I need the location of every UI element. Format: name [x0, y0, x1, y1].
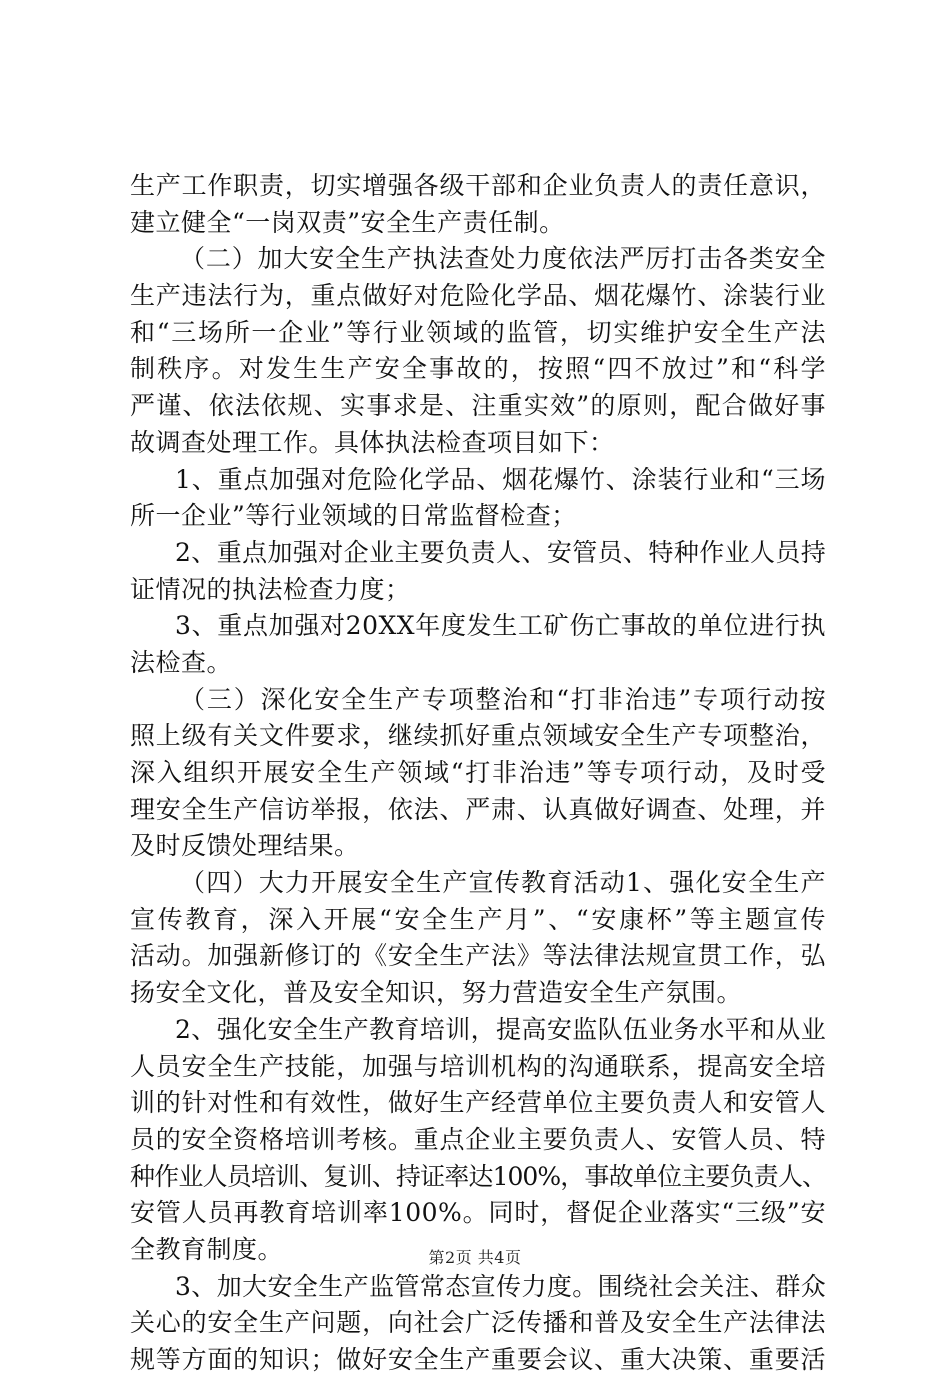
text-line: 员的安全资格培训考核。重点企业主要负责人、安管人员、特	[130, 1124, 826, 1154]
text-line: 法检查。	[130, 647, 233, 677]
text-line: （四）大力开展安全生产宣传教育活动1、强化安全生产	[180, 868, 826, 898]
text-line: 建立健全“一岗双责”安全生产责任制。	[130, 207, 565, 237]
text-line: 2、重点加强对企业主要负责人、安管员、特种作业人员持	[175, 537, 826, 567]
text-line: 和“三场所一企业”等行业领域的监管，切实维护安全生产法	[130, 317, 826, 347]
text-line: 1、重点加强对危险化学品、烟花爆竹、涂装行业和“三场	[175, 464, 826, 494]
text-line: 故调查处理工作。具体执法检查项目如下：	[130, 427, 615, 457]
text-line: 关心的安全生产问题，向社会广泛传播和普及安全生产法律法	[130, 1308, 826, 1338]
text-line: 2、强化安全生产教育培训，提高安监队伍业务水平和从业	[175, 1014, 826, 1044]
text-line: 生产违法行为，重点做好对危险化学品、烟花爆竹、涂装行业	[130, 281, 826, 311]
text-line: 严谨、依法依规、实事求是、注重实效”的原则，配合做好事	[130, 391, 826, 421]
text-line: 深入组织开展安全生产领域“打非治违”等专项行动，及时受	[130, 758, 826, 787]
text-line: 全教育制度。	[130, 1234, 284, 1264]
text-line: 及时反馈处理结果。	[130, 831, 360, 861]
text-line: 制秩序。对发生生产安全事故的，按照“四不放过”和“科学	[130, 354, 826, 384]
text-line: 训的针对性和有效性，做好生产经营单位主要负责人和安管人	[130, 1088, 826, 1118]
text-line: 人员安全生产技能，加强与培训机构的沟通联系，提高安全培	[130, 1051, 826, 1081]
text-line: （三）深化安全生产专项整治和“打非治违”专项行动按	[180, 684, 826, 714]
text-line: 宣传教育，深入开展“安全生产月”、“安康杯”等主题宣传	[130, 904, 826, 934]
text-line: 3、重点加强对20XX年度发生工矿伤亡事故的单位进行执	[175, 611, 826, 641]
text-line: 种作业人员培训、复训、持证率达100%，事故单位主要负责人、	[130, 1161, 826, 1191]
document-body	[130, 168, 826, 1379]
text-line: 规等方面的知识；做好安全生产重要会议、重大决策、重要活	[130, 1345, 826, 1374]
text-line: 安管人员再教育培训率100%。同时，督促企业落实“三级”安	[130, 1198, 826, 1228]
page-footer: 第2页 共4页	[428, 1248, 522, 1267]
text-line: 证情况的执法检查力度；	[130, 574, 411, 604]
text-line: 3、加大安全生产监管常态宣传力度。围绕社会关注、群众	[175, 1271, 826, 1301]
text-line: 照上级有关文件要求，继续抓好重点领域安全生产专项整治，	[130, 721, 826, 751]
text-line: （二）加大安全生产执法查处力度依法严厉打击各类安全	[180, 244, 826, 274]
text-line: 生产工作职责，切实增强各级干部和企业负责人的责任意识，	[130, 171, 826, 200]
text-line: 扬安全文化，普及安全知识，努力营造安全生产氛围。	[130, 978, 743, 1008]
text-line: 活动。加强新修订的《安全生产法》等法律法规宣贯工作，弘	[130, 941, 826, 971]
text-line: 所一企业”等行业领域的日常监督检查；	[130, 501, 577, 531]
text-line: 理安全生产信访举报，依法、严肃、认真做好调查、处理，并	[130, 794, 826, 824]
